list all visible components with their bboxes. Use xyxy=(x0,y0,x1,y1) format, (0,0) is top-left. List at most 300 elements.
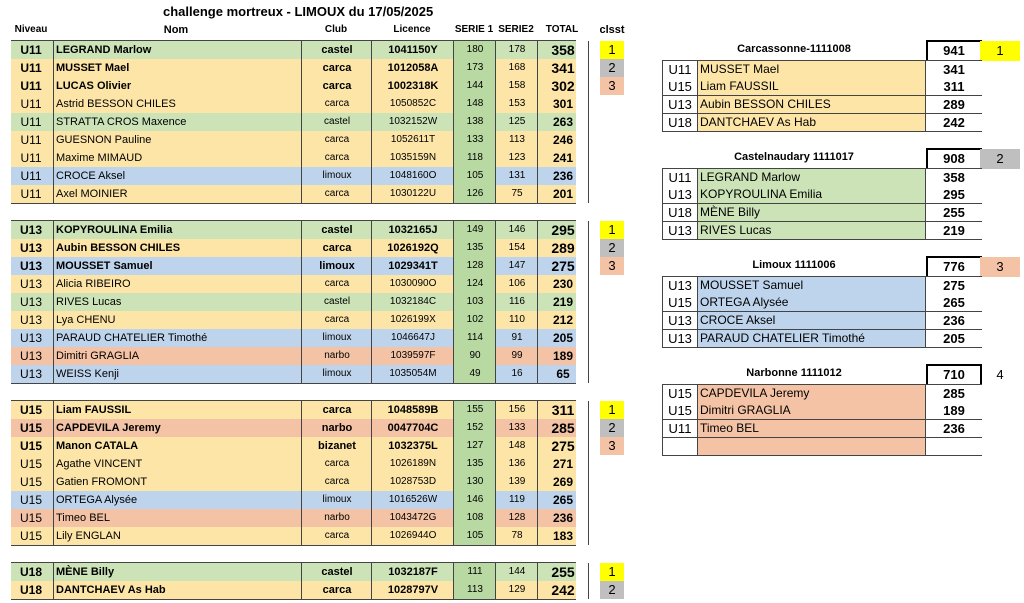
cell-club: carca xyxy=(301,275,372,293)
cell-serie2: 75 xyxy=(495,185,538,203)
rank-badge: 2 xyxy=(600,239,624,257)
team-member-row xyxy=(662,402,982,420)
cell-total: 189 xyxy=(537,347,589,365)
cell-licence: 1030090O xyxy=(371,275,454,293)
team-name: Limoux 1111006 xyxy=(752,259,836,271)
cell-serie1: 114 xyxy=(453,329,496,347)
team-member-row xyxy=(662,438,982,456)
team-member-name: Aubin BESSON CHILES xyxy=(700,97,831,111)
cell-nom: Axel MOINIER xyxy=(53,185,302,203)
cell-licence: 1028753D xyxy=(371,473,454,491)
cell-total: 285 xyxy=(537,419,589,437)
cell-serie2: 153 xyxy=(495,95,538,113)
cell-serie2: 144 xyxy=(495,563,538,581)
cell-nom: DANTCHAEV As Hab xyxy=(53,581,302,599)
cell-serie2: 133 xyxy=(495,419,538,437)
table-row xyxy=(11,473,576,492)
cell-licence: 1002318K xyxy=(371,77,454,95)
team-member-niveau: U13 xyxy=(663,186,698,203)
team-member-total: 205 xyxy=(925,330,982,347)
cell-total: 341 xyxy=(537,59,589,77)
cell-licence: 1026199X xyxy=(371,311,454,329)
team-member-total: 236 xyxy=(925,420,982,437)
cell-serie2: 147 xyxy=(495,257,538,275)
cell-licence: 1030122U xyxy=(371,185,454,203)
cell-nom: Dimitri GRAGLIA xyxy=(53,347,302,365)
cell-serie1: 148 xyxy=(453,95,496,113)
team-member-niveau: U13 xyxy=(663,330,698,347)
cell-club: limoux xyxy=(301,167,372,185)
table-row xyxy=(11,167,576,186)
cell-club: carca xyxy=(301,527,372,545)
table-row xyxy=(11,275,576,294)
cell-serie2: 131 xyxy=(495,167,538,185)
team-total: 776 xyxy=(926,256,982,278)
cell-club: bizanet xyxy=(301,437,372,455)
cell-serie1: 155 xyxy=(453,401,496,419)
team-member-niveau: U11 xyxy=(663,169,698,186)
cell-licence: 1048589B xyxy=(371,401,454,419)
cell-serie1: 111 xyxy=(453,563,496,581)
table-row xyxy=(11,185,576,204)
header-total: TOTAL xyxy=(545,24,579,35)
team-member-row xyxy=(662,312,982,330)
cell-nom: Gatien FROMONT xyxy=(53,473,302,491)
cell-total: 241 xyxy=(537,149,589,167)
cell-club: carca xyxy=(301,77,372,95)
cell-total: 263 xyxy=(537,113,589,131)
table-row xyxy=(11,329,576,348)
team-member-name: PARAUD CHATELIER Timothé xyxy=(700,331,865,345)
cell-club: narbo xyxy=(301,509,372,527)
cell-nom: Alicia RIBEIRO xyxy=(53,275,302,293)
cell-club: carca xyxy=(301,473,372,491)
cell-licence: 1026944O xyxy=(371,527,454,545)
cell-club: carca xyxy=(301,311,372,329)
cell-nom: Maxime MIMAUD xyxy=(53,149,302,167)
team-member-niveau: U11 xyxy=(663,61,698,78)
team-member-row xyxy=(662,384,982,403)
cell-serie1: 173 xyxy=(453,59,496,77)
cell-nom: PARAUD CHATELIER Timothé xyxy=(53,329,302,347)
cell-niveau: U13 xyxy=(19,349,42,363)
cell-serie2: 106 xyxy=(495,275,538,293)
team-member-niveau: U15 xyxy=(663,402,698,419)
cell-niveau: U13 xyxy=(19,259,42,273)
cell-niveau: U11 xyxy=(20,133,42,147)
team-member-niveau: U13 xyxy=(663,312,698,329)
team-member-name: CAPDEVILA Jeremy xyxy=(700,386,810,400)
team-member-name: MÈNE Billy xyxy=(700,205,761,219)
cell-total: 301 xyxy=(537,95,589,113)
cell-serie1: 146 xyxy=(453,491,496,509)
cell-nom: GUESNON Pauline xyxy=(53,131,302,149)
cell-serie1: 105 xyxy=(453,167,496,185)
table-row xyxy=(11,41,576,60)
team-member-total: 255 xyxy=(925,204,982,221)
cell-niveau: U15 xyxy=(19,529,42,543)
cell-serie2: 158 xyxy=(495,77,538,95)
cell-serie1: 144 xyxy=(453,77,496,95)
cell-niveau: U15 xyxy=(19,403,42,417)
cell-serie2: 178 xyxy=(495,41,538,59)
cell-total: 269 xyxy=(537,473,589,491)
cell-club: castel xyxy=(301,293,372,311)
cell-serie1: 152 xyxy=(453,419,496,437)
cell-niveau: U13 xyxy=(19,223,42,237)
team-total: 941 xyxy=(926,40,982,62)
cell-serie1: 118 xyxy=(453,149,496,167)
cell-serie2: 128 xyxy=(495,509,538,527)
cell-serie1: 126 xyxy=(453,185,496,203)
team-member-total: 311 xyxy=(925,78,982,95)
team-rank: 4 xyxy=(996,367,1004,382)
cell-nom: CAPDEVILA Jeremy xyxy=(53,419,302,437)
table-row xyxy=(11,491,576,510)
table-row xyxy=(11,401,576,420)
cell-serie2: 129 xyxy=(495,581,538,599)
team-member-total: 358 xyxy=(925,169,982,186)
team-member-row xyxy=(662,420,982,438)
rank-badge: 1 xyxy=(600,563,624,581)
rank-badge: 2 xyxy=(600,419,624,437)
cell-total: 255 xyxy=(537,563,589,581)
team-member-name: RIVES Lucas xyxy=(700,223,772,237)
cell-licence: 1028797V xyxy=(371,581,454,599)
team-member-row xyxy=(662,330,982,348)
cell-serie2: 16 xyxy=(495,365,538,383)
cell-licence: 1032165J xyxy=(371,221,454,239)
team-name: Castelnaudary 1111017 xyxy=(734,151,854,163)
cell-niveau: U11 xyxy=(20,79,42,93)
team-member-name: ORTEGA Alysée xyxy=(700,295,789,309)
team-member-name: MUSSET Mael xyxy=(700,62,780,76)
cell-nom: Liam FAUSSIL xyxy=(53,401,302,419)
cell-niveau: U11 xyxy=(20,115,42,129)
cell-serie1: 103 xyxy=(453,293,496,311)
cell-serie2: 123 xyxy=(495,149,538,167)
team-rank: 1 xyxy=(980,41,1020,61)
cell-serie1: 130 xyxy=(453,473,496,491)
cell-licence: 1026192Q xyxy=(371,239,454,257)
cell-licence: 1048160O xyxy=(371,167,454,185)
cell-serie2: 154 xyxy=(495,239,538,257)
rank-badge: 1 xyxy=(600,221,624,239)
cell-club: carca xyxy=(301,455,372,473)
cell-nom: Manon CATALA xyxy=(53,437,302,455)
cell-total: 271 xyxy=(537,455,589,473)
cell-total: 275 xyxy=(537,437,589,455)
header-serie2: SERIE2 xyxy=(498,24,534,35)
team-rank: 2 xyxy=(980,149,1020,169)
team-member-row xyxy=(662,96,982,114)
team-member-name xyxy=(698,438,927,455)
team-member-name: KOPYROULINA Emilia xyxy=(700,187,823,201)
team-member-niveau: U15 xyxy=(663,78,698,95)
cell-total: 242 xyxy=(537,581,589,599)
cell-nom: Lya CHENU xyxy=(53,311,302,329)
cell-niveau: U15 xyxy=(19,511,42,525)
header-clsst: clsst xyxy=(599,24,625,36)
cell-serie1: 138 xyxy=(453,113,496,131)
cell-serie2: 78 xyxy=(495,527,538,545)
cell-nom: STRATTA CROS Maxence xyxy=(53,113,302,131)
cell-niveau: U11 xyxy=(20,151,42,165)
cell-total: 212 xyxy=(537,311,589,329)
cell-licence: 1032184C xyxy=(371,293,454,311)
cell-niveau: U11 xyxy=(20,97,42,111)
team-member-total: 341 xyxy=(925,61,982,78)
team-member-name: Timeo BEL xyxy=(700,421,759,435)
team-member-niveau: U18 xyxy=(663,114,698,131)
rank-badge: 3 xyxy=(600,257,624,275)
cell-serie1: 180 xyxy=(453,41,496,59)
cell-niveau: U11 xyxy=(20,187,42,201)
cell-serie1: 105 xyxy=(453,527,496,545)
cell-niveau: U13 xyxy=(19,331,42,345)
team-total: 908 xyxy=(926,148,982,170)
cell-niveau: U15 xyxy=(19,439,42,453)
cell-licence: 1046647J xyxy=(371,329,454,347)
cell-club: limoux xyxy=(301,329,372,347)
cell-club: castel xyxy=(301,563,372,581)
cell-niveau: U11 xyxy=(20,43,42,57)
cell-nom: RIVES Lucas xyxy=(53,293,302,311)
cell-nom: ORTEGA Alysée xyxy=(53,491,302,509)
team-member-row xyxy=(662,204,982,222)
page-title: challenge mortreux - LIMOUX du 17/05/2025 xyxy=(163,4,434,19)
cell-serie1: 108 xyxy=(453,509,496,527)
cell-serie2: 146 xyxy=(495,221,538,239)
cell-licence: 1043472G xyxy=(371,509,454,527)
cell-total: 201 xyxy=(537,185,589,203)
team-member-name: Liam FAUSSIL xyxy=(700,79,779,93)
team-member-row xyxy=(662,114,982,132)
cell-licence: 1052611T xyxy=(371,131,454,149)
team-member-row xyxy=(662,222,982,240)
cell-nom: Aubin BESSON CHILES xyxy=(53,239,302,257)
team-member-total: 295 xyxy=(925,186,982,203)
cell-club: castel xyxy=(301,221,372,239)
cell-niveau: U11 xyxy=(20,61,42,75)
cell-serie1: 135 xyxy=(453,455,496,473)
team-member-total: 275 xyxy=(925,277,982,294)
rank-badge: 3 xyxy=(600,437,624,455)
cell-total: 183 xyxy=(537,527,589,545)
table-row xyxy=(11,59,576,78)
cell-total: 302 xyxy=(537,77,589,95)
cell-niveau: U11 xyxy=(20,169,42,183)
team-member-niveau: U13 xyxy=(663,222,698,239)
rank-badge: 1 xyxy=(600,401,624,419)
cell-club: limoux xyxy=(301,257,372,275)
cell-niveau: U15 xyxy=(19,457,42,471)
cell-total: 65 xyxy=(537,365,589,383)
cell-licence: 1041150Y xyxy=(371,41,454,59)
cell-total: 236 xyxy=(537,509,589,527)
team-member-niveau: U15 xyxy=(663,385,698,402)
cell-serie1: 128 xyxy=(453,257,496,275)
team-member-total: 189 xyxy=(925,402,982,419)
cell-serie2: 99 xyxy=(495,347,538,365)
cell-total: 230 xyxy=(537,275,589,293)
table-row xyxy=(11,95,576,114)
table-row xyxy=(11,131,576,150)
cell-nom: LEGRAND Marlow xyxy=(53,41,302,59)
cell-niveau: U18 xyxy=(19,583,42,597)
cell-club: carca xyxy=(301,95,372,113)
cell-licence: 1035054M xyxy=(371,365,454,383)
cell-serie1: 135 xyxy=(453,239,496,257)
team-name: Carcassonne-1111008 xyxy=(737,43,851,55)
cell-total: 265 xyxy=(537,491,589,509)
cell-nom: WEISS Kenji xyxy=(53,365,302,383)
team-member-niveau: U13 xyxy=(663,96,698,113)
cell-total: 289 xyxy=(537,239,589,257)
cell-club: carca xyxy=(301,239,372,257)
cell-niveau: U13 xyxy=(19,313,42,327)
cell-licence: 1039597F xyxy=(371,347,454,365)
team-total: 710 xyxy=(926,364,982,386)
team-member-niveau: U15 xyxy=(663,294,698,311)
cell-serie2: 136 xyxy=(495,455,538,473)
team-rank: 3 xyxy=(980,257,1020,277)
team-member-name: LEGRAND Marlow xyxy=(700,170,801,184)
team-member-total: 265 xyxy=(925,294,982,311)
table-row xyxy=(11,347,576,366)
cell-serie2: 116 xyxy=(495,293,538,311)
header-niveau: Niveau xyxy=(14,24,48,35)
cell-serie1: 113 xyxy=(453,581,496,599)
cell-total: 205 xyxy=(537,329,589,347)
team-member-name: CROCE Aksel xyxy=(700,313,776,327)
cell-niveau: U13 xyxy=(19,277,42,291)
header-licence: Licence xyxy=(393,24,431,35)
cell-niveau: U13 xyxy=(19,295,42,309)
cell-club: carca xyxy=(301,59,372,77)
cell-niveau: U13 xyxy=(19,241,42,255)
cell-serie2: 125 xyxy=(495,113,538,131)
cell-serie1: 102 xyxy=(453,311,496,329)
cell-nom: Astrid BESSON CHILES xyxy=(53,95,302,113)
header-nom: Nom xyxy=(163,24,189,36)
team-member-row xyxy=(662,168,982,187)
team-member-total: 219 xyxy=(925,222,982,239)
team-member-niveau: U13 xyxy=(663,277,698,294)
cell-licence: 1035159N xyxy=(371,149,454,167)
rank-badge: 3 xyxy=(600,77,624,95)
cell-nom: MOUSSET Samuel xyxy=(53,257,302,275)
cell-licence: 1026189N xyxy=(371,455,454,473)
rank-badge: 1 xyxy=(600,41,624,59)
cell-club: castel xyxy=(301,113,372,131)
table-row xyxy=(11,311,576,330)
cell-licence: 0047704C xyxy=(371,419,454,437)
table-row xyxy=(11,437,576,456)
cell-niveau: U15 xyxy=(19,475,42,489)
cell-niveau: U15 xyxy=(19,493,42,507)
table-row xyxy=(11,221,576,240)
team-member-row xyxy=(662,186,982,204)
team-member-row xyxy=(662,294,982,312)
cell-nom: MÈNE Billy xyxy=(53,563,302,581)
team-member-total xyxy=(925,438,982,455)
cell-licence: 1012058A xyxy=(371,59,454,77)
cell-total: 219 xyxy=(537,293,589,311)
table-row xyxy=(11,563,576,582)
cell-total: 236 xyxy=(537,167,589,185)
cell-nom: KOPYROULINA Emilia xyxy=(53,221,302,239)
team-member-name: MOUSSET Samuel xyxy=(700,278,804,292)
cell-nom: Agathe VINCENT xyxy=(53,455,302,473)
cell-club: carca xyxy=(301,131,372,149)
table-row xyxy=(11,527,576,546)
cell-niveau: U13 xyxy=(19,367,42,381)
table-row xyxy=(11,113,576,132)
cell-nom: LUCAS Olivier xyxy=(53,77,302,95)
cell-club: carca xyxy=(301,401,372,419)
cell-licence: 1016526W xyxy=(371,491,454,509)
team-name: Narbonne 1111012 xyxy=(746,367,842,379)
rank-badge: 2 xyxy=(600,59,624,77)
cell-club: narbo xyxy=(301,347,372,365)
table-row xyxy=(11,455,576,474)
team-member-row xyxy=(662,78,982,96)
cell-nom: Lily ENGLAN xyxy=(53,527,302,545)
cell-club: castel xyxy=(301,41,372,59)
cell-licence: 1050852C xyxy=(371,95,454,113)
table-row xyxy=(11,257,576,276)
cell-licence: 1032152W xyxy=(371,113,454,131)
team-member-niveau: U18 xyxy=(663,204,698,221)
team-member-name: Dimitri GRAGLIA xyxy=(700,403,791,417)
cell-serie1: 90 xyxy=(453,347,496,365)
cell-total: 295 xyxy=(537,221,589,239)
cell-nom: CROCE Aksel xyxy=(53,167,302,185)
header-serie1: SERIE 1 xyxy=(454,24,494,35)
cell-nom: Timeo BEL xyxy=(53,509,302,527)
cell-serie2: 110 xyxy=(495,311,538,329)
cell-niveau: U15 xyxy=(19,421,42,435)
cell-niveau: U18 xyxy=(19,565,42,579)
header-club: Club xyxy=(324,24,348,35)
cell-total: 358 xyxy=(537,41,589,59)
cell-serie1: 49 xyxy=(453,365,496,383)
team-member-row xyxy=(662,60,982,79)
team-member-total: 242 xyxy=(925,114,982,131)
cell-total: 311 xyxy=(537,401,589,419)
cell-club: limoux xyxy=(301,491,372,509)
cell-serie2: 91 xyxy=(495,329,538,347)
cell-serie1: 124 xyxy=(453,275,496,293)
cell-club: limoux xyxy=(301,365,372,383)
team-member-total: 289 xyxy=(925,96,982,113)
cell-serie2: 113 xyxy=(495,131,538,149)
cell-club: carca xyxy=(301,581,372,599)
cell-club: carca xyxy=(301,149,372,167)
table-row xyxy=(11,239,576,258)
team-member-niveau: U11 xyxy=(663,420,698,437)
cell-serie2: 119 xyxy=(495,491,538,509)
cell-club: carca xyxy=(301,185,372,203)
table-row xyxy=(11,419,576,438)
cell-serie2: 139 xyxy=(495,473,538,491)
cell-nom: MUSSET Mael xyxy=(53,59,302,77)
cell-serie2: 168 xyxy=(495,59,538,77)
rank-badge: 2 xyxy=(600,581,624,599)
table-row xyxy=(11,581,576,600)
team-member-name: DANTCHAEV As Hab xyxy=(700,115,817,129)
